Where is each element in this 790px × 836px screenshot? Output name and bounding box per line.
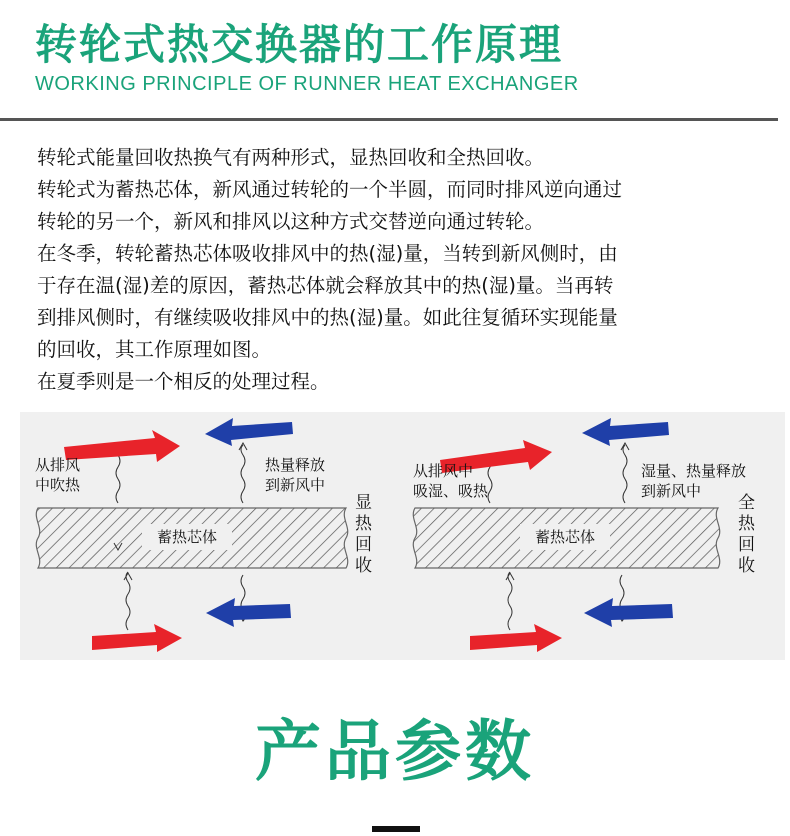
vertical-label-char: 热 bbox=[738, 514, 755, 534]
exhaust-arrow-left-bottom bbox=[92, 624, 182, 652]
label-from-exhaust-1: 从排风 bbox=[35, 456, 81, 474]
vertical-label-char: 收 bbox=[738, 556, 755, 576]
core-label-right: 蓄热芯体 bbox=[534, 528, 596, 546]
label-from-exhaust-1: 从排风中 bbox=[413, 462, 474, 480]
exhaust-arrow-right-bottom bbox=[470, 624, 562, 652]
fresh-arrow-left-bottom bbox=[206, 598, 291, 627]
core-label-left: 蓄热芯体 bbox=[156, 528, 218, 546]
text-line: 在夏季则是一个相反的处理过程。 bbox=[37, 370, 330, 393]
left-diagram-sensible bbox=[35, 418, 373, 652]
fresh-arrow-left-top bbox=[205, 418, 293, 446]
label-from-exhaust-2: 中吹热 bbox=[35, 476, 81, 494]
exhaust-arrow-left-top bbox=[64, 430, 180, 462]
section-underline bbox=[372, 826, 420, 832]
vertical-label-char: 显 bbox=[355, 493, 372, 513]
label-release-2: 到新风中 bbox=[641, 482, 702, 500]
wave-right-top-right bbox=[623, 445, 627, 503]
vertical-label-char: 回 bbox=[355, 535, 372, 555]
right-diagram-total bbox=[413, 418, 756, 652]
text-line: 到排风侧时，有继续吸收排风中的热(湿)量。如此往复循环实现能量 bbox=[37, 306, 618, 329]
vertical-label-char: 回 bbox=[738, 535, 755, 555]
fresh-arrow-right-top bbox=[582, 418, 669, 446]
text-line: 的回收，其工作原理如图。 bbox=[37, 338, 272, 361]
page-subtitle: WORKING PRINCIPLE OF RUNNER HEAT EXCHANGER bbox=[35, 73, 579, 95]
wave-up-left-bottom bbox=[126, 572, 130, 630]
wave-up-right-top bbox=[241, 445, 245, 503]
label-release-2: 到新风中 bbox=[265, 476, 326, 494]
vertical-label-char: 热 bbox=[355, 514, 372, 534]
wave-right-bottom-left bbox=[508, 572, 512, 630]
section-title-product-params: 产品参数 bbox=[255, 713, 535, 790]
label-from-exhaust-2: 吸湿、吸热 bbox=[413, 482, 489, 500]
vertical-label-char: 收 bbox=[355, 556, 372, 576]
text-line: 在冬季，转轮蓄热芯体吸收排风中的热(湿)量，当转到新风侧时，由 bbox=[37, 242, 618, 265]
fresh-arrow-right-bottom bbox=[584, 598, 673, 627]
vertical-label-char: 全 bbox=[738, 493, 755, 513]
text-line: 转轮式能量回收热换气有两种形式，显热回收和全热回收。 bbox=[37, 146, 545, 169]
wave-up-left-top bbox=[116, 455, 120, 503]
text-line: 转轮式为蓄热芯体，新风通过转轮的一个半圆，而同时排风逆向通过 bbox=[37, 178, 623, 201]
label-release-1: 热量释放 bbox=[265, 456, 326, 474]
text-line: 转轮的另一个，新风和排风以这种方式交替逆向通过转轮。 bbox=[37, 210, 545, 233]
label-release-1: 湿量、热量释放 bbox=[641, 462, 747, 480]
page-title: 转轮式热交换器的工作原理 bbox=[35, 20, 564, 69]
text-line: 于存在温(湿)差的原因，蓄热芯体就会释放其中的热(湿)量。当再转 bbox=[37, 274, 614, 297]
